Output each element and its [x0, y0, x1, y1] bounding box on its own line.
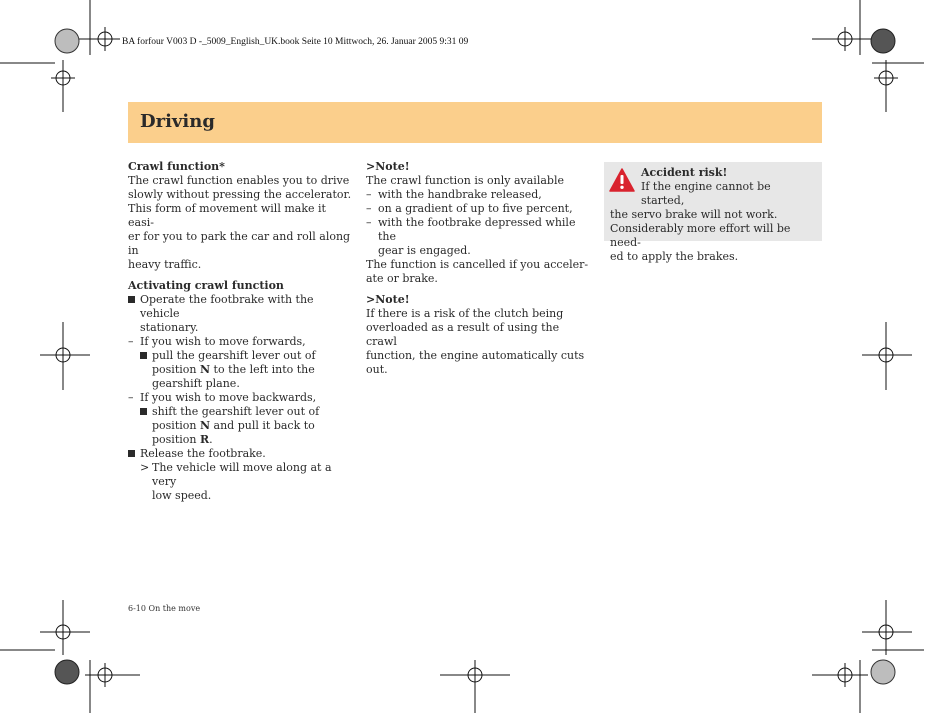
sub-step-item-cont: position R. — [152, 433, 213, 446]
column-1 — [128, 160, 353, 503]
step-item: Release the footbrake. — [128, 447, 353, 461]
square-bullet-icon — [140, 408, 147, 415]
accident-risk-warning — [604, 162, 822, 263]
intro-line-4: er for you to park the car and roll along in — [128, 230, 351, 257]
column-2 — [366, 160, 591, 377]
note-2-line-3: function, the engine automatically cuts — [366, 349, 585, 362]
section-banner — [128, 102, 822, 143]
sub-step-item: shift the gearshift lever out of — [128, 405, 353, 419]
note-1-item: – with the footbrake depressed while the — [366, 216, 576, 243]
note-1-label: >Note! — [366, 160, 410, 173]
note-1-item: – on a gradient of up to five percent, — [366, 202, 573, 215]
note-2-line-1: If there is a risk of the clutch being — [366, 307, 564, 320]
warning-line-2: the servo brake will not work. — [610, 208, 778, 221]
result-item-cont: low speed. — [152, 489, 212, 502]
sub-step-item-cont: position N and pull it back to — [152, 419, 315, 432]
note-1-item-cont: gear is engaged. — [378, 244, 471, 257]
crawl-function-heading: Crawl function* — [128, 160, 225, 173]
note-2-line-2: overloaded as a result of using the crawl — [366, 321, 560, 348]
dash-item: – If you wish to move backwards, — [128, 391, 317, 404]
print-header-line: BA forfour V003 D -_5009_English_UK.book Seite 10 Mittwoch, 26. Januar 2005 9:31 09 — [122, 37, 469, 47]
intro-line-3: This form of movement will make it easi- — [128, 202, 326, 229]
sub-step-item-cont: gearshift plane. — [152, 377, 240, 390]
page-footer: 6-10 On the move — [128, 604, 201, 613]
sub-step-item: pull the gearshift lever out of — [128, 349, 353, 363]
note-1-item: – with the handbrake released, — [366, 188, 542, 201]
note-1-intro: The crawl function is only available — [366, 174, 564, 187]
step-item: Operate the footbrake with the vehicle — [128, 293, 353, 321]
page-title: Driving — [140, 111, 215, 132]
note-1-end-line-2: ate or brake. — [366, 272, 438, 285]
intro-line-5: heavy traffic. — [128, 258, 202, 271]
square-bullet-icon — [128, 296, 135, 303]
note-2-line-4: out. — [366, 363, 388, 376]
warning-line-4: ed to apply the brakes. — [610, 250, 739, 263]
square-bullet-icon — [140, 352, 147, 359]
warning-line-3: Considerably more effort will be need- — [610, 222, 791, 249]
square-bullet-icon — [128, 450, 135, 457]
dash-item: – If you wish to move forwards, — [128, 335, 306, 348]
sub-step-item-cont: position N to the left into the — [152, 363, 315, 376]
step-item-cont: stationary. — [140, 321, 199, 334]
note-1-end-line-1: The function is cancelled if you acceler- — [366, 258, 589, 271]
result-item: > The vehicle will move along at a very — [140, 461, 332, 488]
activating-heading: Activating crawl function — [128, 279, 284, 292]
intro-line-1: The crawl function enables you to drive — [128, 174, 350, 187]
warning-title: Accident risk! — [641, 166, 728, 179]
warning-line-1: If the engine cannot be started, — [641, 180, 771, 207]
intro-line-2: slowly without pressing the accelerator. — [128, 188, 352, 201]
note-2-label: >Note! — [366, 293, 410, 306]
